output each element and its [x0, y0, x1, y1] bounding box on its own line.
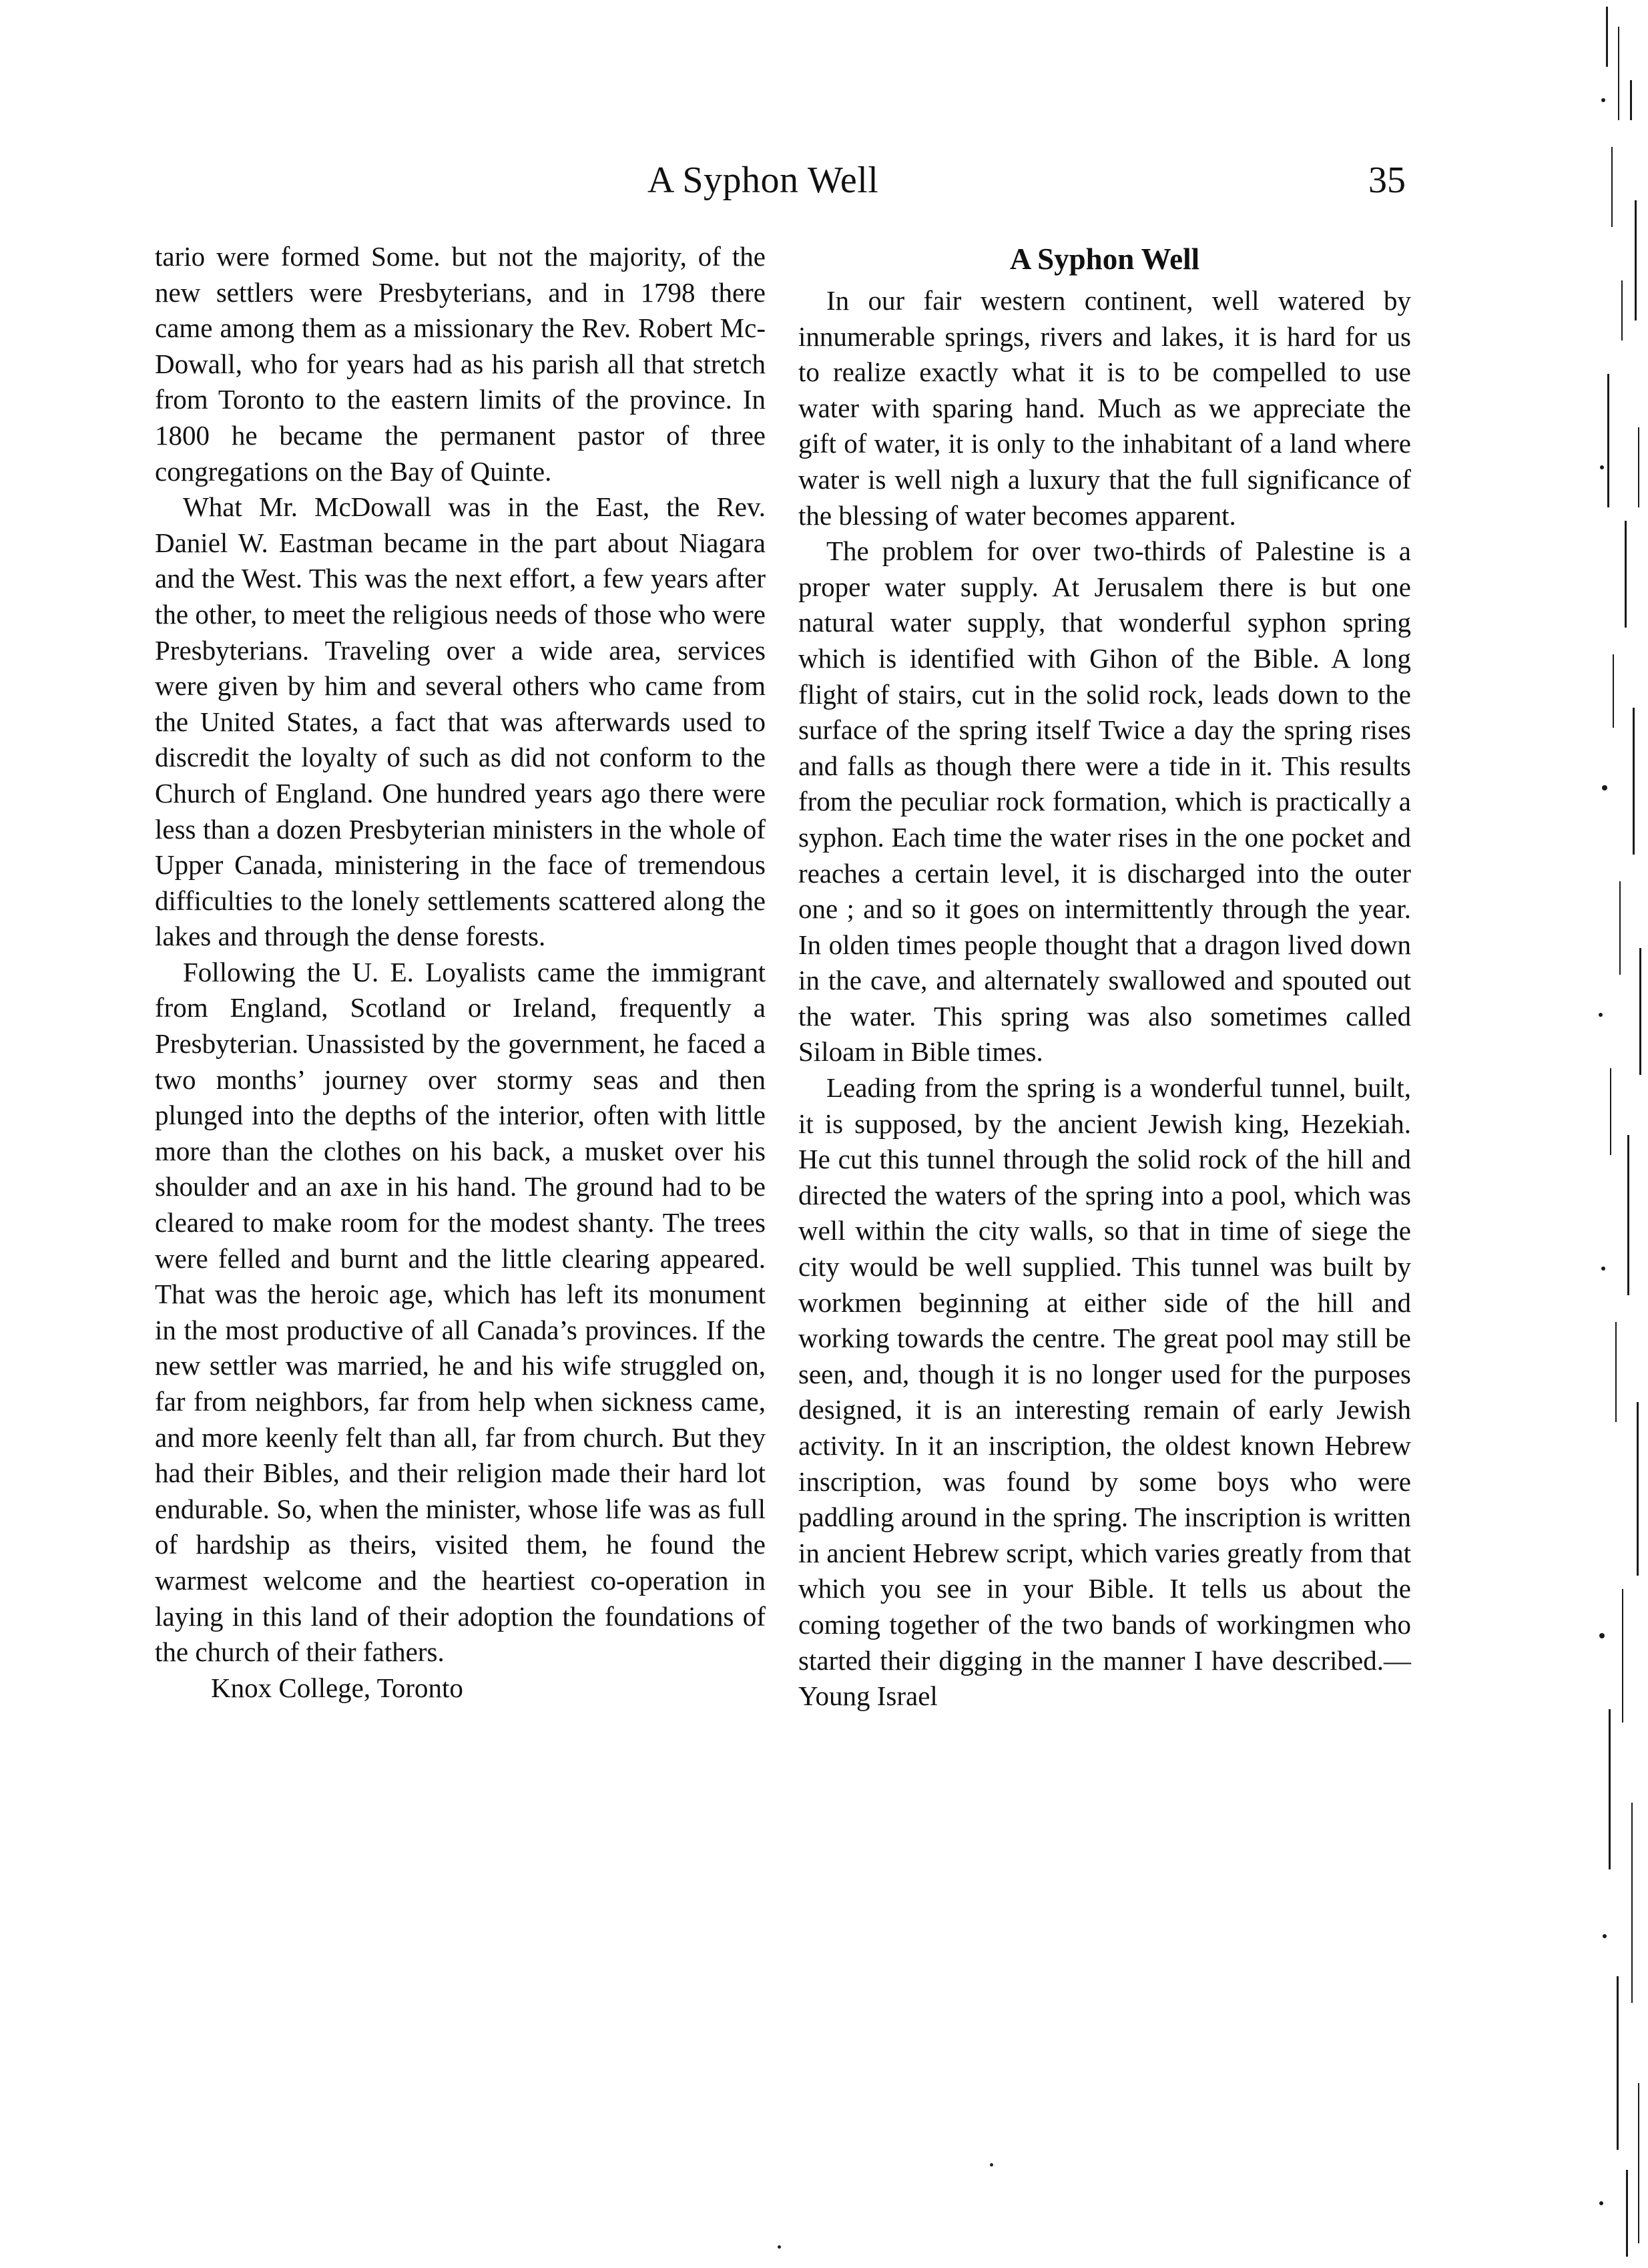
paragraph: The problem for over two-thirds of Palestine is a proper water supply. At Jerusalem there is but one natural water supply, that wonderful syphon spring which is identified with Gihon of the Bible. A long flight of stairs, cut in the solid rock, leads down to the surface of the spring itself Twice a day the spring rises and falls as though there were a tide in it. This results from the peculiar rock formation, which is practically a syphon. Each time the water rises in the one pocket and reaches a certain level, it is discharged into the outer one ; and so it goes on intermittently through the year. In olden times people thought that a dragon lived down in the cave, and alternately swallowed and spouted out the water. This spring was also sometimes called Siloam in Bible times. [798, 535, 1411, 1068]
page-number: 35 [1368, 160, 1406, 201]
paragraph: Following the U. E. Loyalists came the immigrant from England, Scotland or Ireland, frequently a Presbyterian. Unassisted by the government, he faced a two months’ journey over stormy seas and then plunged into the depths of the interior, often with little more than the clothes on his back, a musket over his shoulder and an axe in his hand. The ground had to be cleared to make room for the modest shanty. The trees were felled and burnt and the little clearing appeared. That was the heroic age, which has left its monument in the most productive of all Canada’s provinces. If the new settler was married, he and his wife struggled on, far from neighbors, far from help when sickness came, and more keenly felt than all, far from church. But they had their Bibles, and their religion made their hard lot endurable. So, when the minister, whose life was as full of hardship as theirs, visited them, he found the warmest welcome and the heartiest co-operation in laying in this land of their adoption the foundations of the church of their fathers. [155, 956, 766, 1668]
paragraph: tario were formed Some. but not the majority, of the new settlers were Presbyterians, and in 1798 there came among them as a missionary the Rev. Robert McDowall, who for years had as his parish all that stretch from Toronto to the eastern limits of the province. In 1800 he became the permanent pastor of three congregations on the Bay of Quinte. [155, 241, 766, 487]
article-title: A Syphon Well [1009, 242, 1200, 276]
running-head [0, 157, 1648, 210]
paragraph: In our fair western continent, well watered by innumerable springs, rivers and lakes, it is hard for us to realize exactly what it is to be compelled to use water with sparing hand. Much as we appreciate the gift of water, it is only to the inhabitant of a land where water is well nigh a luxury that the full significance of the blessing of water becomes apparent. [798, 285, 1411, 531]
author-affiliation: Knox College, Toronto [211, 1672, 463, 1703]
paragraph: What Mr. McDowall was in the East, the Rev. Daniel W. Eastman became in the part about Niagara and the West. This was the next effort, a few years after the other, to meet the religious needs of those who were Presbyterians. Traveling over a wide area, services were given by him and several others who came from the United States, a fact that was afterwards used to discredit the loyalty of such as did not conform to the Church of England. One hundred years ago there were less than a dozen Presbyterian ministers in the whole of Upper Canada, ministering in the face of tremendous difficulties to the lonely settlements scattered along the lakes and through the dense forests. [155, 491, 766, 952]
right-column [798, 239, 1411, 1715]
scan-speck [990, 2163, 993, 2167]
paragraph: Leading from the spring is a wonderful tunnel, built, it is supposed, by the ancient Jewish king, Hezekiah. He cut this tunnel through the solid rock of the hill and directed the waters of the spring into a pool, which was well within the city walls, so that in time of siege the city would be well supplied. This tunnel was built by workmen beginning at either side of the hill and working towards the centre. The great pool may still be seen, and, though it is no longer used for the purposes designed, it is an interesting remain of early Jewish activity. In it an inscription, the oldest known Hebrew inscription, was found by some boys who were paddling around in the spring. The inscription is written in ancient Hebrew script, which varies greatly from that which you see in your Bible. It tells us about the coming together of the two bands of workingmen who started their digging in the manner I have described.—Young Israel [798, 1072, 1411, 1712]
scan-speck [778, 2245, 781, 2249]
running-title: A Syphon Well [647, 160, 879, 201]
left-column [155, 239, 766, 1706]
scan-edge-noise [1598, 0, 1648, 2268]
